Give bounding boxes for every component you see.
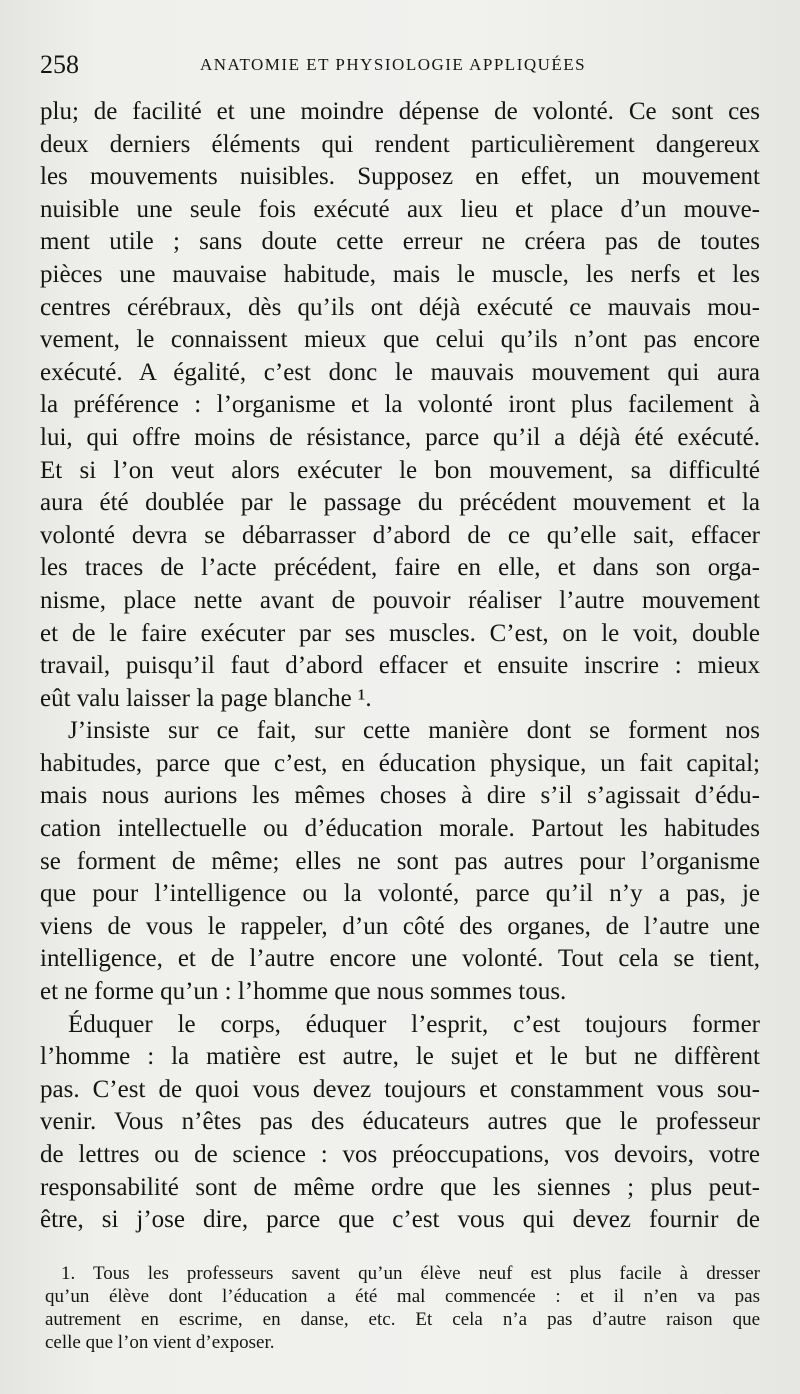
text-line: nuisible une seule fois exécuté aux lieu et place d’un mouve- bbox=[40, 195, 760, 223]
text-line: responsabilité sont de même ordre que les siennes ; plus peut- bbox=[40, 1173, 760, 1201]
text-line: les traces de l’acte précédent, faire en elle, et dans son orga- bbox=[40, 554, 760, 582]
text-line: mais nous aurions les mêmes choses à dire s’il s’agissait d’édu- bbox=[40, 782, 760, 810]
text-line: aura été doublée par le passage du précédent mouvement et la bbox=[40, 489, 760, 517]
text-line: deux derniers éléments qui rendent particulièrement dangereux bbox=[40, 130, 760, 158]
text-line: exécuté. A égalité, c’est donc le mauvais mouvement qui aura bbox=[40, 358, 760, 386]
text-line: que pour l’intelligence ou la volonté, parce qu’il n’y a pas, je bbox=[40, 880, 760, 908]
page-number: 258 bbox=[40, 50, 79, 79]
text-line: travail, puisqu’il faut d’abord effacer et ensuite inscrire : mieux bbox=[40, 652, 760, 680]
text-line: les mouvements nuisibles. Supposez en effet, un mouvement bbox=[40, 163, 760, 191]
text-line: ment utile ; sans doute cette erreur ne créera pas de toutes bbox=[40, 228, 760, 256]
text-line: lui, qui offre moins de résistance, parce qu’il a déjà été exécuté. bbox=[40, 423, 760, 451]
paragraph-end-line: et ne forme qu’un : l’homme que nous sommes tous. bbox=[40, 978, 567, 1006]
paragraph-end-line: eût valu laisser la page blanche ¹. bbox=[40, 684, 372, 712]
body-text bbox=[40, 96, 760, 1237]
text-line: viens de vous le rappeler, d’un côté des organes, de l’autre une bbox=[40, 912, 760, 940]
running-title: ANATOMIE ET PHYSIOLOGIE APPLIQUÉES bbox=[200, 55, 587, 74]
running-head bbox=[40, 50, 760, 80]
text-line: venir. Vous n’êtes pas des éducateurs autres que le professeur bbox=[40, 1108, 760, 1136]
text-line: cation intellectuelle ou d’éducation morale. Partout les habitudes bbox=[40, 815, 760, 843]
text-line: la préférence : l’organisme et la volonté iront plus facilement à bbox=[40, 391, 760, 419]
footnote-line: qu’un élève dont l’éducation a été mal commencée : et il n’en va pas bbox=[45, 1286, 760, 1307]
text-line: se forment de même; elles ne sont pas autres pour l’organisme bbox=[40, 847, 760, 875]
text-line: de lettres ou de science : vos préoccupations, vos devoirs, votre bbox=[40, 1141, 760, 1168]
text-line: centres cérébraux, dès qu’ils ont déjà exécuté ce mauvais mou- bbox=[40, 293, 760, 321]
text-line: être, si j’ose dire, parce que c’est vous qui devez fournir de bbox=[40, 1206, 760, 1234]
text-line: plu; de facilité et une moindre dépense de volonté. Ce sont ces bbox=[40, 98, 760, 125]
text-line: volonté devra se débarrasser d’abord de ce qu’elle sait, effacer bbox=[40, 521, 760, 549]
footnote-line: autrement en escrime, en danse, etc. Et cela n’a pas d’autre raison que bbox=[45, 1309, 760, 1330]
text-line: habitudes, parce que c’est, en éducation physique, un fait capital; bbox=[40, 749, 760, 777]
text-line: vement, le connaissent mieux que celui qu’ils n’ont pas encore bbox=[40, 326, 760, 354]
text-line: intelligence, et de l’autre encore une volonté. Tout cela se tient, bbox=[40, 945, 760, 973]
text-line: nisme, place nette avant de pouvoir réaliser l’autre mouvement bbox=[40, 586, 760, 614]
footnote-line: 1. Tous les professeurs savent qu’un élève neuf est plus facile à dresser bbox=[61, 1263, 760, 1284]
text-line: pas. C’est de quoi vous devez toujours et constamment vous sou- bbox=[40, 1075, 760, 1103]
footnote-line: celle que l’on vient d’exposer. bbox=[45, 1332, 275, 1353]
text-line: Et si l’on veut alors exécuter le bon mouvement, sa difficulté bbox=[40, 456, 760, 484]
text-line: et de le faire exécuter par ses muscles. C’est, on le voit, double bbox=[40, 619, 760, 647]
text-line: pièces une mauvaise habitude, mais le muscle, les nerfs et les bbox=[40, 260, 760, 288]
paragraph-start-line: Éduquer le corps, éduquer l’esprit, c’est toujours former bbox=[68, 1010, 760, 1038]
text-line: l’homme : la matière est autre, le sujet et le but ne diffèrent bbox=[40, 1043, 760, 1071]
paragraph-start-line: J’insiste sur ce fait, sur cette manière dont se forment nos bbox=[68, 717, 760, 745]
footnote bbox=[45, 1262, 760, 1354]
